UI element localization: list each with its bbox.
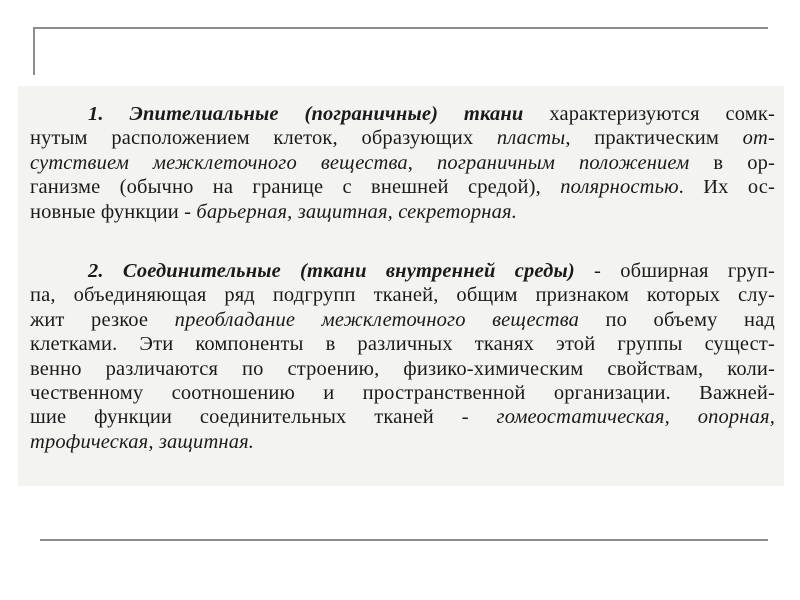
scanned-text-image — [18, 86, 784, 486]
slide-frame-bottom-line — [40, 539, 768, 541]
term-emphasis: трофическая, защитная. — [30, 430, 255, 453]
text-line — [30, 283, 775, 307]
text-run: в ор- — [689, 151, 775, 174]
paragraph-connective-tissues — [30, 259, 775, 454]
term-emphasis: преобладание межклеточного вещества — [174, 308, 580, 331]
text-line — [30, 259, 775, 283]
term-emphasis: полярностью — [560, 176, 679, 199]
term-emphasis: гомеостатическая, опорная, — [496, 406, 775, 429]
heading-epithelial: 1. Эпителиальные (пограничные) ткани — [88, 103, 524, 125]
text-run: , практическим — [565, 127, 743, 150]
text-run: шие функции соединительных тканей - — [30, 406, 497, 429]
text-run: характеризуются сомк- — [523, 103, 775, 125]
text-run: клетками. Эти компоненты в различных тканях этой группы сущест- — [30, 333, 775, 356]
heading-connective: 2. Соединительные (ткани внутренней среды) — [88, 260, 575, 282]
text-run: , — [407, 151, 438, 174]
text-run: ганизме (обычно на границе с внешней средой), — [30, 176, 561, 199]
text-run: . Их ос- — [678, 176, 775, 199]
text-line — [30, 200, 775, 224]
term-emphasis: сутствием межклеточного вещества — [30, 151, 408, 174]
text-line — [30, 405, 775, 429]
text-run: венно различаются по строению, физико-химическим свойствам, коли- — [30, 357, 775, 380]
text-line — [30, 332, 775, 356]
slide-frame-top-line — [33, 27, 768, 29]
text-run: чественному соотношению и пространственной организации. Важней- — [30, 382, 775, 405]
text-line — [30, 381, 775, 405]
text-line — [30, 151, 775, 175]
term-emphasis: пограничным положением — [437, 151, 690, 174]
paragraph-epithelial-tissues — [30, 102, 775, 224]
text-run: новные функции - — [30, 200, 197, 223]
slide-frame-left-line — [33, 27, 35, 75]
text-line — [30, 357, 775, 381]
text-line — [30, 308, 775, 332]
text-run: нутым расположением клеток, образующих — [30, 127, 497, 150]
text-line — [30, 126, 775, 150]
text-line — [30, 175, 775, 199]
text-run: по объему над — [579, 308, 775, 331]
text-run: жит резкое — [30, 308, 175, 331]
text-line — [30, 430, 775, 454]
text-run: - обширная груп- — [574, 260, 775, 282]
term-emphasis: барьерная, защитная, секреторная. — [196, 200, 517, 223]
text-line — [30, 102, 775, 126]
text-run: па, объединяющая ряд подгрупп тканей, общим признаком которых слу- — [30, 284, 775, 307]
term-emphasis: пласты — [496, 127, 566, 150]
term-emphasis: от- — [742, 127, 775, 150]
